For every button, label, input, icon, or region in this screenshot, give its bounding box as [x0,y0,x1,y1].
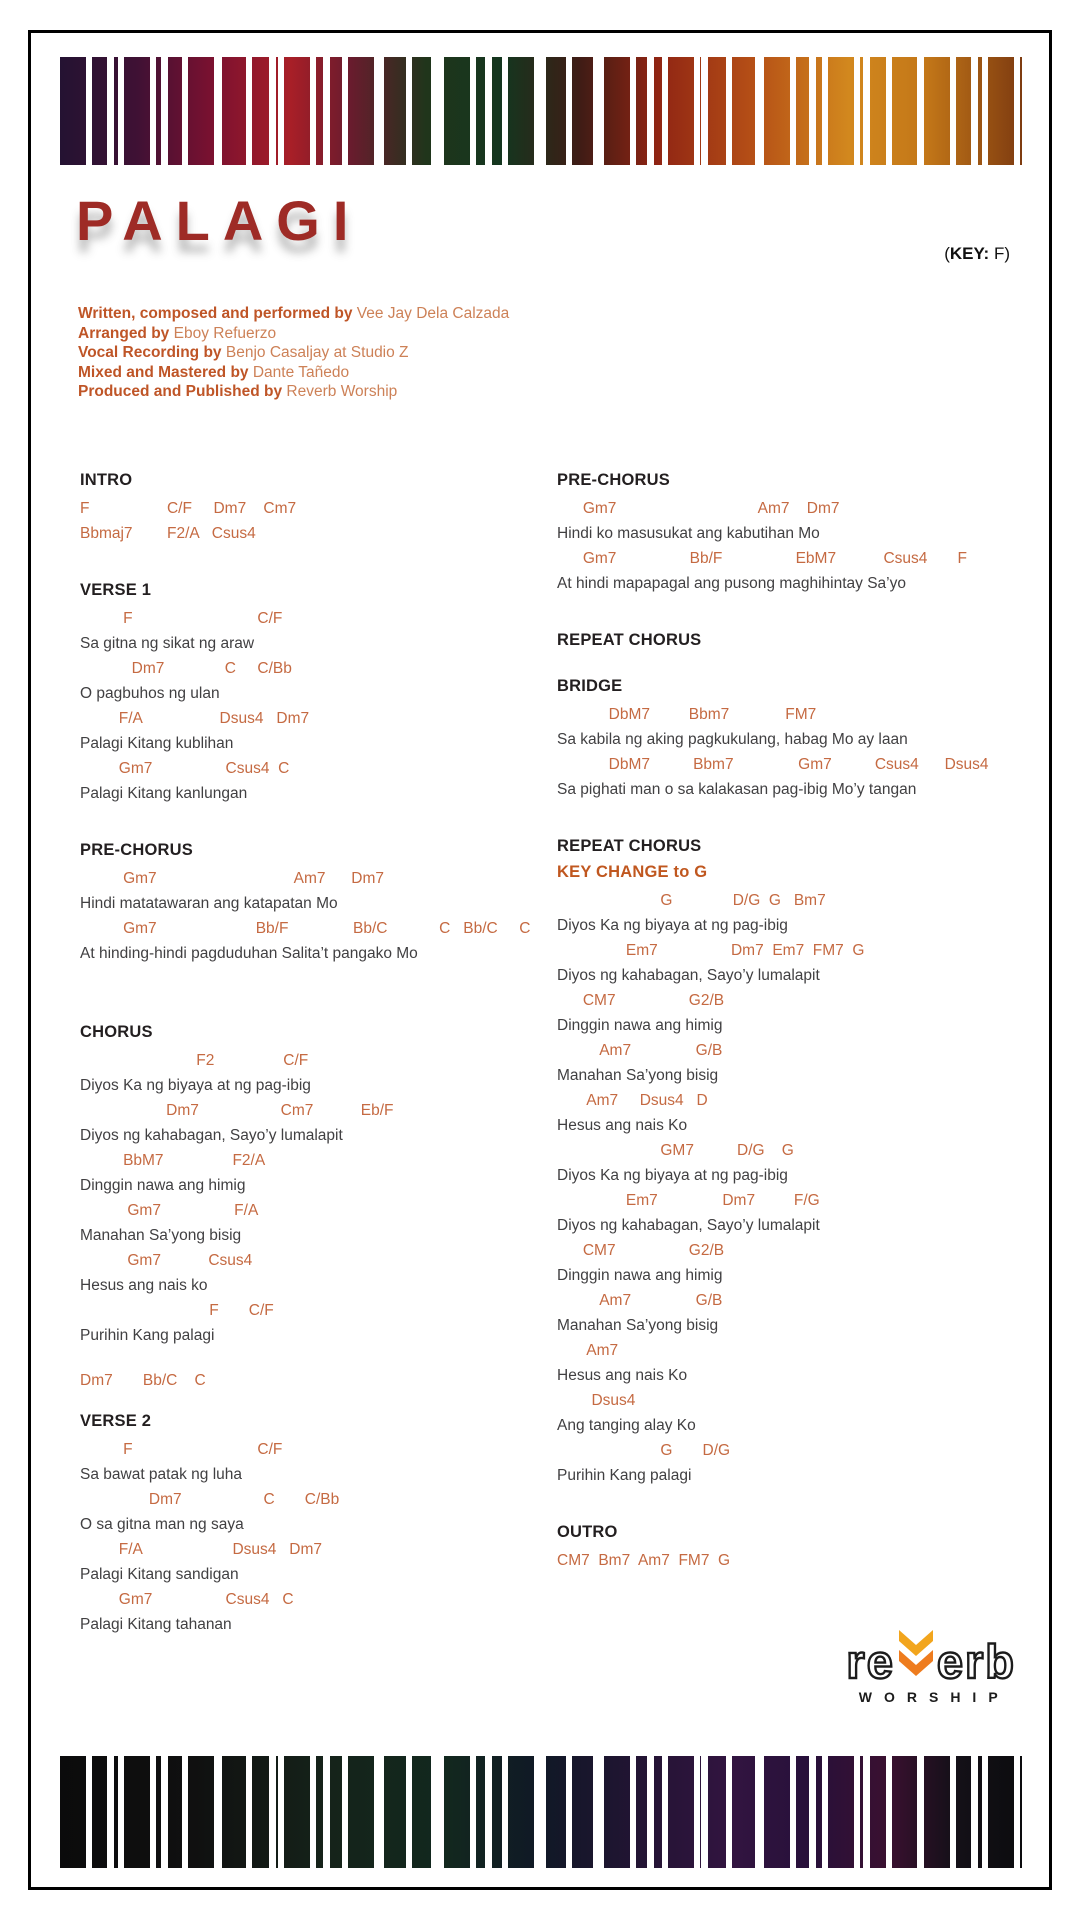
credit-line [78,382,509,402]
lyric-line: Diyos Ka ng biyaya at ng pag-ibig [80,1077,311,1094]
chord-line: GM7 D/G G [557,1142,794,1159]
lyric-line: Purihin Kang palagi [80,1327,215,1344]
logo-text-erb: erb [936,1635,1016,1688]
lyric-line: Dinggin nawa ang himig [80,1177,246,1194]
chord-line: G D/G G Bm7 [557,892,826,909]
credit-line [78,304,509,324]
chord-line: F C/F [80,1302,274,1319]
section-repeat-chorus [557,836,1027,856]
section-heading: REPEAT CHORUS [557,631,702,649]
lyric-line: Hesus ang nais ko [80,1277,208,1294]
section-bridge [557,676,1027,802]
chord-sheet-left-column [80,470,545,1637]
chord-line: CM7 Bm7 Am7 FM7 G [557,1552,731,1569]
chord-line: Dm7 C C/Bb [80,660,292,677]
section-heading: PRE-CHORUS [557,471,670,489]
chord-line: F C/F Dm7 Cm7 [80,500,297,517]
section-pre-chorus [557,470,1027,596]
credit-person-name: Dante Tañedo [248,363,350,381]
lyric-line: Manahan Sa’yong bisig [557,1067,719,1084]
chord-line: Bbmaj7 F2/A Csus4 [80,525,256,542]
credit-role-label: Written, composed and performed by [78,305,353,322]
lyric-line: Diyos Ka ng biyaya at ng pag-ibig [557,917,788,934]
chord-line: Dm7 C C/Bb [80,1491,340,1508]
chord-line: Em7 Dm7 Em7 FM7 G [557,942,865,959]
chord-sheet-right-column [557,470,1027,1573]
section-heading: CHORUS [80,1023,153,1041]
lyric-line: O sa gitna man ng saya [80,1516,244,1533]
lyric-line: Diyos ng kahabagan, Sayo’y lumalapit [557,1217,820,1234]
lyric-line: Hindi ko masusukat ang kabutihan Mo [557,525,820,542]
chord-line: Am7 G/B [557,1042,723,1059]
credit-role-label: Arranged by [78,324,170,342]
chord-line: F/A Dsus4 Dm7 [80,1541,323,1558]
credit-person-name: Eboy Refuerzo [169,324,277,342]
lyric-line: Hesus ang nais Ko [557,1117,688,1134]
chord-line: DbM7 Bbm7 Gm7 Csus4 Dsus4 [557,756,989,773]
chord-line: Gm7 F/A [80,1202,259,1219]
chord-line: Am7 G/B [557,1292,723,1309]
credit-line [78,363,509,383]
lyric-line: Dinggin nawa ang himig [557,1017,723,1034]
chord-line: F C/F [80,1441,283,1458]
key-value: F) [989,244,1010,263]
section-intro [80,470,545,546]
song-key [944,244,1010,264]
credit-person-name: Vee Jay Dela Calzada [352,305,510,322]
lyric-line: Hesus ang nais Ko [557,1367,688,1384]
chord-line: Gm7 Am7 Dm7 [80,870,385,887]
section-repeat-chorus [557,630,1027,650]
logo-worship-text: WORSHIP [858,1689,1010,1705]
chord-line: Dsus4 [557,1392,636,1409]
reverb-worship-logo [846,1634,1016,1705]
chord-line: Gm7 Csus4 C [80,760,290,777]
chord-line: CM7 G2/B [557,1242,725,1259]
lyric-line: O pagbuhos ng ulan [80,685,220,702]
credits-block [78,304,509,402]
chord-line: Gm7 Bb/F EbM7 Csus4 F [557,550,967,567]
logo-text-re: re [846,1635,895,1688]
lyric-line: At hindi mapapagal ang pusong maghihintay Sa’yo [557,575,906,592]
section-heading: REPEAT CHORUS [557,837,702,855]
section-heading: BRIDGE [557,677,623,695]
credit-line [78,324,509,344]
lyric-line: Sa kabila ng aking pagkukulang, habag Mo ay laan [557,731,908,748]
chord-line: Gm7 Am7 Dm7 [557,500,840,517]
chord-line: BbM7 F2/A [80,1152,266,1169]
lyric-line: Palagi Kitang kanlungan [80,785,248,802]
lyric-line: Palagi Kitang sandigan [80,1566,239,1583]
lyric-line: Purihin Kang palagi [557,1467,692,1484]
chord-line: Am7 Dsus4 D [557,1092,708,1109]
chord-line: F C/F [80,610,283,627]
bottom-artwork-band [60,1756,1022,1868]
lyric-line: At hinding-hindi pagduduhan Salita’t pangako Mo [80,945,418,962]
section-pre-chorus [80,840,545,966]
credit-role-label: Produced and Published by [78,383,283,400]
top-artwork-band [60,57,1022,165]
lyric-line: Sa bawat patak ng luha [80,1466,243,1483]
lyric-line: Sa pighati man o sa kalakasan pag-ibig Mo’y tangan [557,781,917,798]
chord-line: Am7 [557,1342,619,1359]
chord-line: Dm7 Bb/C C [80,1372,206,1389]
chord-line: F/A Dsus4 Dm7 [80,710,310,727]
chord-line: Gm7 Bb/F Bb/C C Bb/C C [80,920,531,937]
lyric-line: Hindi matatawaran ang katapatan Mo [80,895,338,912]
lyric-line: Palagi Kitang kublihan [80,735,234,752]
chord-line: Gm7 Csus4 [80,1252,253,1269]
section-heading: PRE-CHORUS [80,841,193,859]
lyric-line: Manahan Sa’yong bisig [80,1227,242,1244]
chord-line: G D/G [557,1442,731,1459]
section-verse-1 [80,580,545,806]
credit-line [78,343,509,363]
section-heading: VERSE 1 [80,581,152,599]
chord-line: Dm7 Cm7 Eb/F [80,1102,394,1119]
chord-line: F2 C/F [80,1052,309,1069]
lyric-line: Dinggin nawa ang himig [557,1267,723,1284]
section-chords [80,1368,545,1393]
key-label: KEY: [949,244,990,263]
lyric-line: Ang tanging alay Ko [557,1417,696,1434]
lyric-line: Sa gitna ng sikat ng araw [80,635,255,652]
logo-wordmark [846,1634,1016,1689]
section-key-change-to-g [557,862,1027,1488]
section-heading: OUTRO [557,1523,618,1541]
chord-line: Gm7 Csus4 C [80,1591,294,1608]
credit-role-label: Vocal Recording by [78,344,222,361]
section-outro [557,1522,1027,1573]
section-heading: KEY CHANGE to G [557,863,708,881]
section-heading: VERSE 2 [80,1412,152,1430]
credit-person-name: Benjo Casaljay at Studio Z [221,344,409,361]
credit-role-label: Mixed and Mastered by [78,363,249,381]
section-verse-2 [80,1411,545,1637]
section-heading: INTRO [80,471,133,489]
lyric-line: Diyos ng kahabagan, Sayo’y lumalapit [80,1127,343,1144]
chord-line: CM7 G2/B [557,992,725,1009]
lyric-line: Diyos Ka ng biyaya at ng pag-ibig [557,1167,788,1184]
lyric-line: Palagi Kitang tahanan [80,1616,232,1633]
key-paren-open: ( [944,244,950,263]
reverb-double-chevron-icon [896,1628,936,1680]
lyric-line: Diyos ng kahabagan, Sayo’y lumalapit [557,967,820,984]
credit-person-name: Reverb Worship [282,383,398,400]
section-chorus [80,1022,545,1348]
chord-line: Em7 Dm7 F/G [557,1192,820,1209]
song-title: PALAGI [76,189,362,252]
lyric-line: Manahan Sa’yong bisig [557,1317,719,1334]
chord-line: DbM7 Bbm7 FM7 [557,706,817,723]
